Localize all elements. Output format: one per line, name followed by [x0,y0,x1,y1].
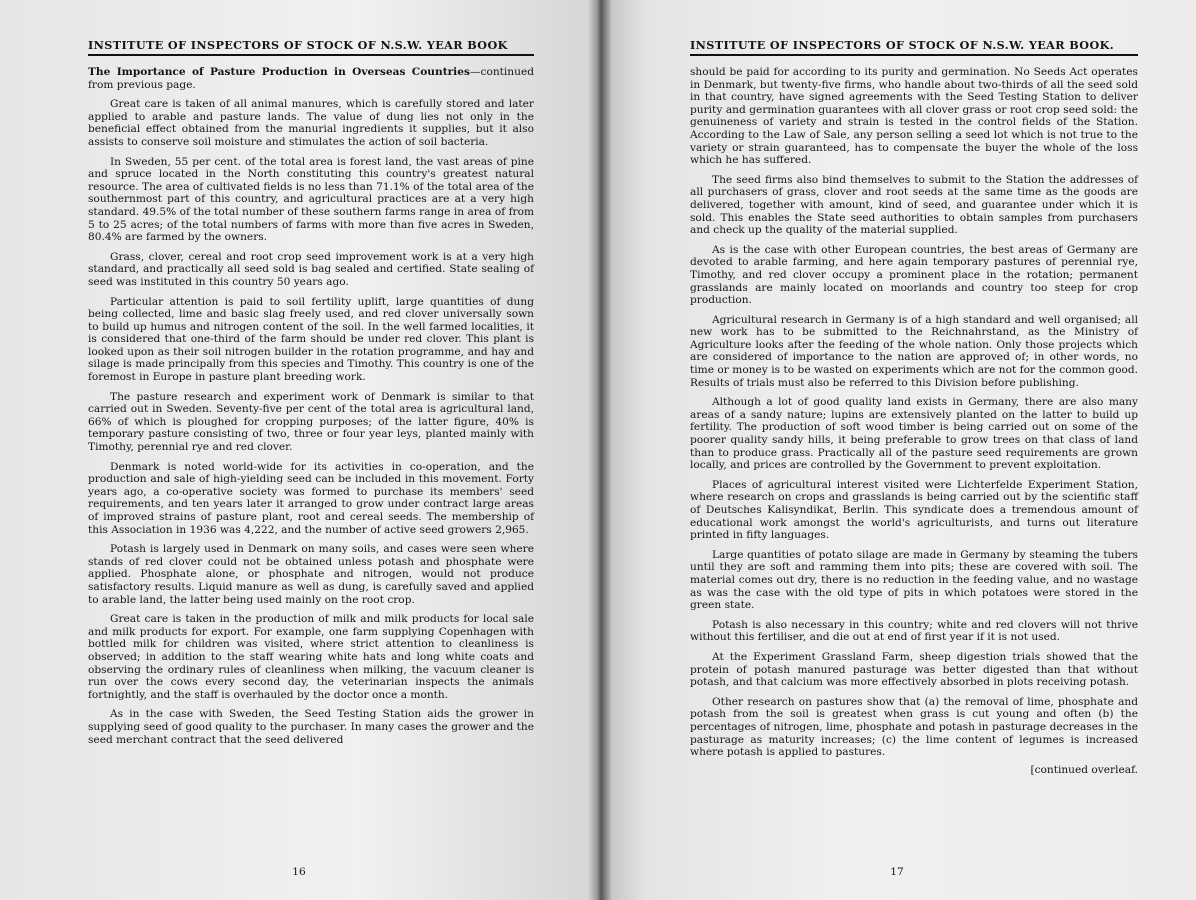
paragraph: Grass, clover, cereal and root crop seed improvement work is at a very high standard, and practically all seed sold is bag sealed and certified. State sealing of seed was instituted in this country 50 years ago. [88,250,534,288]
paragraph: Great care is taken of all animal manures, which is carefully stored and later applied to arable and pasture lands. The value of dung lies not only in the beneficial effect obtained from the manurial ingredients it supplies, but it also assists to conserve soil moisture and stimulates the action of soil bacteria. [88,98,534,148]
right-page [598,0,1196,900]
paragraph: should be paid for according to its purity and germination. No Seeds Act operates in Denmark, but twenty-five firms, who handle about two-thirds of all the seed sold in that country, have signed agreements with the Seed Testing Station to deliver purity and germination guarantees with all clover grass or root crop seed sold: the genuineness of variety and strain is tested in the control fields of the Station. According to the Law of Sale, any person selling a seed lot which is not true to the variety or strain guaranteed, has to compensate the buyer the whole of the loss which he has suffered. [690,66,1138,167]
paragraph: Particular attention is paid to soil fertility uplift, large quantities of dung being collected, lime and basic slag freely used, and red clover universally sown to build up humus and nitrogen content of the soil. In the well farmed localities, it is considered that one-third of the farm should be under red clover. This plant is looked upon as their soil nitrogen builder in the rotation programme, and hay and silage is made principally from this species and Timothy. This country is one of the foremost in Europe in pasture plant breeding work. [88,295,534,384]
paragraph: In Sweden, 55 per cent. of the total area is forest land, the vast areas of pine and spruce located in the North constituting this country's greatest natural resource. The area of cultivated fields is no less than 71.1% of the total area of the southernmost part of this country, and agricultural practices are at a very high standard. 49.5% of the total number of these southern farms range in area of from 5 to 25 acres; of the total numbers of farms with more than five acres in Sweden, 80.4% are farmed by the owners. [88,155,534,244]
paragraph: As is the case with other European countries, the best areas of Germany are devoted to arable farming, and here again temporary pastures of perennial rye, Timothy, and red clover occupy a prominent place in the rotation; permanent grasslands are mainly located on moorlands and country too steep for crop production. [690,243,1138,307]
left-text-column [88,66,534,746]
running-header-left: INSTITUTE OF INSPECTORS OF STOCK OF N.S.W. YEAR BOOK [88,38,534,56]
paragraph: Large quantities of potato silage are made in Germany by steaming the tubers until they are soft and ramming them into pits; these are covered with soil. The material comes out dry, there is no reduction in the feeding value, and no wastage as was the case with the old type of pits in which potatoes were stored in the green state. [690,548,1138,612]
paragraph: Agricultural research in Germany is of a high standard and well organised; all new work has to be submitted to the Reichnahrstand, as the Ministry of Agriculture looks after the feeding of the whole nation. Only those projects which are considered of importance to the nation are approved of; in other words, no time or money is to be wasted on experiments which are not for the common good. Results of trials must also be referred to this Division before publishing. [690,313,1138,389]
continued-overleaf-note: [continued overleaf. [1030,763,1138,776]
paragraph: The pasture research and experiment work of Denmark is similar to that carried out in Sweden. Seventy-five per cent of the total area is agricultural land, 66% of which is ploughed for cropping purposes; of the latter figure, 40% is temporary pasture consisting of two, three or four year leys, planted mainly with Timothy, perennial rye and red clover. [88,390,534,454]
running-header-right: INSTITUTE OF INSPECTORS OF STOCK OF N.S.W. YEAR BOOK. [690,38,1138,56]
page-number-right: 17 [890,866,904,878]
paragraph: The seed firms also bind themselves to submit to the Station the addresses of all purchasers of grass, clover and root seeds at the same time as the goods are delivered, together with amount, kind of seed, and guarantee under which it is sold. This enables the State seed authorities to obtain samples from purchasers and check up the quality of the material supplied. [690,173,1138,237]
paragraph: Other research on pastures show that (a) the removal of lime, phosphate and potash from the soil is greatest when grass is cut young and often (b) the percentages of nitrogen, lime, phosphate and potash in pasturage decreases in the pasturage as maturity increases; (c) the lime content of legumes is increased where potash is applied to pastures. [690,695,1138,759]
paragraph: Denmark is noted world-wide for its activities in co-operation, and the production and sale of high-yielding seed can be included in this movement. Forty years ago, a co-operative society was formed to purchase its members' seed requirements, and ten years later it arranged to grow under contract large areas of improved strains of pasture plant, root and cereal seeds. The membership of this Association in 1936 was 4,222, and the number of active seed growers 2,965. [88,460,534,536]
paragraph: At the Experiment Grassland Farm, sheep digestion trials showed that the protein of potash manured pasturage was better digested than that without potash, and that calcium was more effectively absorbed in plots receiving potash. [690,650,1138,689]
continued-from-note: —continued from previous page. [88,66,534,91]
paragraph: Potash is also necessary in this country; white and red clovers will not thrive without this fertiliser, and die out at end of first year if it is not used. [690,618,1138,644]
page-number-left: 16 [292,866,306,878]
paragraph: Places of agricultural interest visited were Lichterfelde Experiment Station, where research on crops and grasslands is being carried out by the scientific staff of Deutsches Kalisyndikat, Berlin. This syndicate does a tremendous amount of educational work amongst the world's agriculturists, and turns out literature printed in fifty languages. [690,478,1138,542]
article-heading [88,66,534,91]
article-title: The Importance of Pasture Production in Overseas Countries [88,66,470,78]
paragraph: Potash is largely used in Denmark on many soils, and cases were seen where stands of red clover could not be obtained unless potash and phosphate were applied. Phosphate alone, or phosphate and nitrogen, would not produce satisfactory results. Liquid manure as well as dung, is carefully saved and applied to arable land, the latter being used mainly on the root crop. [88,543,534,606]
paragraph: Great care is taken in the production of milk and milk products for local sale and milk products for export. For example, one farm supplying Copenhagen with bottled milk for children was visited, where strict attention to cleanliness is observed; in addition to the staff wearing white hats and long white coats and observing the ordinary rules of cleanliness when milking, the vacuum cleaner is run over the cows every second day, the veterinarian inspects the animals fortnightly, and the staff is overhauled by the doctor once a month. [88,613,534,701]
paragraph: As in the case with Sweden, the Seed Testing Station aids the grower in supplying seed of good quality to the purchaser. In many cases the grower and the seed merchant contract that the seed delivered [88,708,534,746]
right-text-column [690,66,1138,776]
paragraph: Although a lot of good quality land exists in Germany, there are also many areas of a sandy nature; lupins are extensively planted on the latter to build up fertility. The production of soft wood timber is being carried out on some of the poorer quality sandy hills, it being preferable to grow trees on that class of land than to produce grass. Practically all of the pasture seed requirements are grown locally, and prices are controlled by the Government to prevent exploitation. [690,396,1138,472]
